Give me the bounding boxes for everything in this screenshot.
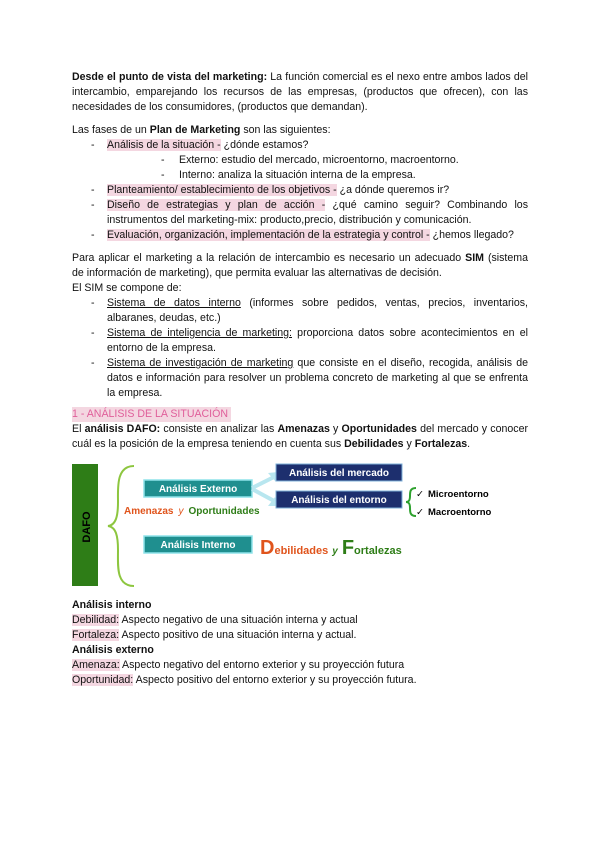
def-debilidad [72, 613, 528, 628]
def-label: Amenaza: [72, 659, 120, 671]
dafo-t4: del mercado y conocer cuál es la posición de la empresa teniendo en cuenta sus [72, 423, 528, 450]
intro-bold: Desde el punto de vista del marketing: [72, 71, 268, 83]
internal-analysis-label: Análisis Interno [160, 540, 236, 551]
def-label: Oportunidad: [72, 674, 134, 686]
phase-text: ¿dónde estamos? [220, 139, 309, 151]
dafo-b5: Fortalezas [414, 438, 468, 450]
connector-entorno [252, 489, 276, 502]
def-label: Debilidad: [72, 614, 120, 626]
def-text: Aspecto positivo de una situación interna y actual. [119, 629, 357, 641]
sim-bold: SIM [465, 252, 484, 264]
sim-item-text: que consiste en el diseño, recogida, análisis de datos e información para resolver un problema concreto de marketing al que se enfrenta la empresa. [107, 357, 529, 399]
opportunities-word: Oportunidades [188, 506, 260, 517]
dafo-paragraph [72, 422, 528, 452]
dafo-diagram-svg [72, 462, 528, 588]
weaknesses-strengths-label [260, 537, 402, 559]
sim-item-title: Sistema de inteligencia de marketing: [107, 327, 292, 339]
section-title: 1 - ANÁLISIS DE LA SITUACIÓN [72, 407, 231, 422]
sim-item [72, 296, 528, 326]
dafo-b4: Debilidades [344, 438, 404, 450]
def-label: Fortaleza: [72, 629, 120, 641]
phase-item [72, 228, 528, 243]
sim-list [72, 296, 528, 401]
phases-intro-b: son las siguientes: [240, 124, 331, 136]
phase-sublist [107, 153, 528, 183]
external-heading-text: Análisis externo [72, 644, 154, 656]
dafo-diagram [72, 462, 528, 588]
sim-text-a: Para aplicar el marketing a la relación de intercambio es necesario un adecuado [72, 252, 466, 264]
ws-y: y [332, 546, 338, 557]
weakness-initial: D [260, 537, 275, 559]
def-text: Aspecto negativo del entorno exterior y su proyección futura [119, 659, 405, 671]
intro-paragraph [72, 70, 528, 115]
definitions [72, 598, 528, 688]
def-oportunidad [72, 673, 528, 688]
threats-opportunities-label [124, 506, 260, 517]
dafo-t1: El [72, 423, 85, 435]
market-analysis-label: Análisis del mercado [288, 468, 390, 479]
sim-item [72, 326, 528, 356]
intro-text: La función comercial es el nexo entre ambos lados del intercambio, emparejando los recursos de las empresas, (productos que ofrecen), con las necesidades de los consumidores, (productos que demandan). [72, 71, 528, 113]
microentorno-label: Microentorno [428, 489, 489, 500]
dafo-t5: y [403, 438, 415, 450]
check-icon: ✓ [416, 507, 424, 518]
phase-item [72, 198, 528, 228]
phase-highlight: Evaluación, organización, implementación de la estrategia y control - [107, 229, 430, 241]
dafo-label: DAFO [81, 511, 93, 543]
phases-list [72, 138, 528, 243]
weakness-rest: ebilidades [274, 545, 329, 557]
external-analysis-label: Análisis Externo [158, 484, 238, 495]
dafo-t3: y [329, 423, 342, 435]
threats-word: Amenazas [124, 506, 174, 517]
phase-highlight: Análisis de la situación - [107, 139, 221, 151]
check-icon: ✓ [416, 489, 424, 500]
dafo-t2: consiste en analizar las [160, 423, 278, 435]
internal-heading-text: Análisis interno [72, 599, 152, 611]
dafo-b2: Amenazas [277, 423, 330, 435]
sim-item-text: proporciona datos sobre acontecimientos en el entorno de la empresa. [107, 327, 528, 354]
phases-intro-a: Las fases de un [72, 124, 150, 136]
phases-intro [72, 123, 528, 138]
threats-y: y [178, 506, 184, 517]
sim-text-b: (sistema de información de marketing), que permita evaluar las alternativas de decisión. [72, 252, 528, 279]
phase-highlight: Planteamiento/ establecimiento de los objetivos - [107, 184, 337, 196]
phase-text: ¿a dónde queremos ir? [336, 184, 450, 196]
sim-paragraph [72, 251, 528, 281]
strength-rest: ortalezas [354, 545, 402, 557]
environment-analysis-label: Análisis del entorno [291, 495, 387, 506]
def-fortaleza [72, 628, 528, 643]
phase-item [72, 138, 528, 183]
dafo-b3: Oportunidades [341, 423, 417, 435]
def-text: Aspecto positivo del entorno exterior y su proyección futura. [133, 674, 417, 686]
macroentorno-label: Macroentorno [428, 507, 492, 518]
dafo-t6: . [467, 438, 471, 450]
internal-heading [72, 598, 528, 613]
document-page [72, 70, 528, 688]
phase-text: ¿qué camino seguir? Combinando los instrumentos del marketing-mix: producto,precio, distribución y comunicación. [107, 199, 528, 226]
sim-components-intro: El SIM se compone de: [72, 282, 182, 294]
def-text: Aspecto negativo de una situación interna y actual [119, 614, 358, 626]
sim-item-title: Sistema de datos interno [107, 297, 241, 309]
sim-item [72, 356, 528, 401]
phase-text: ¿hemos llegado? [429, 229, 514, 241]
sim-item-text: (informes sobre pedidos, ventas, precios, inventarios, albaranes, deudas, etc.) [107, 297, 528, 324]
phase-item [72, 183, 528, 198]
phase-subitem: - Interno: analiza la situación interna de la empresa. [107, 168, 528, 183]
dafo-b1: análisis DAFO: [84, 423, 161, 435]
sim-item-title: Sistema de investigación de marketing [107, 357, 294, 369]
phases-intro-bold: Plan de Marketing [149, 124, 241, 136]
phase-highlight: Diseño de estrategias y plan de acción - [107, 199, 326, 211]
left-brace [108, 466, 134, 586]
phase-subitem: - Externo: estudio del mercado, microentorno, macroentorno. [107, 153, 528, 168]
small-brace [406, 488, 416, 516]
strength-initial: F [341, 537, 355, 559]
external-heading [72, 643, 528, 658]
def-amenaza [72, 658, 528, 673]
